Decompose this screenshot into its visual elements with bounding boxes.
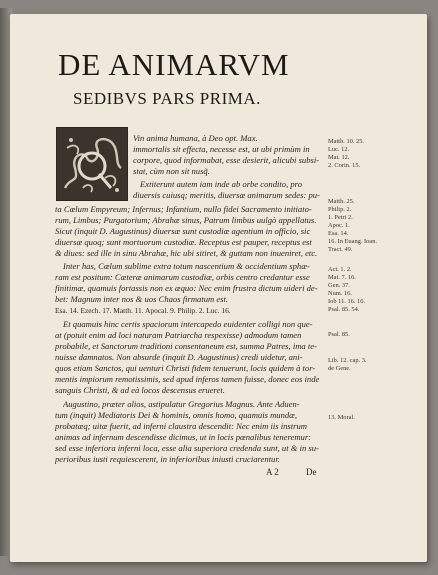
text-line: probabile, et Sanctorum traditioni consentaneum est, summa Patres, ima te- bbox=[55, 341, 317, 351]
margin-note: Psal. 85. bbox=[328, 331, 350, 338]
text-line: finitimæ, quamuis fortassis non ex æquo: Nec enim frustra dictum uideri de- bbox=[55, 283, 318, 293]
text-line: & diues: sed ille in sinu Abrahæ, hic ubi sitiret, & guttam non inueniret, etc. bbox=[55, 248, 318, 258]
text-line: diuersæ quoq; sunt mortuorum custodiæ. Receptus est pauper, receptus est bbox=[55, 237, 312, 247]
margin-note: 16. In Euang. Ioan. bbox=[328, 238, 377, 245]
margin-note: Luc. 12. bbox=[328, 146, 350, 153]
margin-note: 2. Corin. 15. bbox=[328, 162, 361, 169]
text-line: immortalis sit effecta, necesse est, ut ubi primùm in bbox=[133, 144, 310, 154]
text-line: quos etiam Sanctos, qui uenturi Christi fidem tenuerunt, locis quidem à tor- bbox=[55, 363, 316, 373]
margin-note: Act. 1. 2. bbox=[328, 266, 352, 273]
text-line: sanguis Christi, & ad eà locos descensus erueret. bbox=[55, 385, 225, 395]
text-line: Sicut (inquit D. Augustinus) diuersæ sunt custodiæ agentium in officio, sic bbox=[55, 226, 311, 236]
text-line: diuersis cuiusq; meritis, diuersæ animarum sedes: pu- bbox=[133, 190, 320, 200]
margin-note: Iob 11. 16. 16. bbox=[328, 298, 366, 305]
margin-note: Matth. 25. bbox=[328, 198, 355, 205]
text-line: Et quamuis hinc certis spaciorum intercapedo euidenter colligi non que- bbox=[63, 319, 313, 329]
text-line: sed esse inferiora inferni loca, esse alia superiora credenda sunt, ut & in su- bbox=[55, 443, 319, 453]
text-line: ram est positum: Cæteræ animarum custodiæ, orbis centro credantur esse bbox=[55, 272, 310, 282]
text-line: tum (inquit) Mediatoris Dei & hominis, omnis homo, quamuis mundæ, bbox=[55, 410, 298, 420]
text-line: perioribus iusti requiescerent, in inferioribus iniusti cruciarentur. bbox=[55, 454, 280, 464]
margin-note: Mat. 7. 16. bbox=[328, 274, 356, 281]
margin-note: 13. Moral. bbox=[328, 414, 355, 421]
text-line: mentis impiorum remotissimis, sed apud inferos tamen fuisse, donec eos inde bbox=[55, 374, 320, 384]
text-line: Extiterunt autem iam inde ab orbe condito, pro bbox=[140, 179, 302, 189]
text-line: corpore, quod informabat, esse desierit, alicubi subsi- bbox=[133, 155, 320, 165]
margin-note: Philip. 2. bbox=[328, 206, 352, 213]
text-line: bet: Magnum inter nos & uos Chaos firmatum est. bbox=[55, 294, 229, 304]
text-line: ta Cœlum Empyreum; Infernus; Infantium, nullo fidei Sacramento initiato- bbox=[55, 204, 312, 214]
margin-note: Matth. 10. 25. bbox=[328, 138, 365, 145]
page-subtitle: SEDIBVS PARS PRIMA. bbox=[73, 89, 261, 108]
page-title: DE ANIMARVM bbox=[58, 47, 290, 82]
margin-note: Apoc. 1. bbox=[328, 222, 350, 229]
text-line: Inter has, Cœlum sublime extra totum nascentium & occidentium sphæ- bbox=[63, 261, 310, 271]
text-line: nuisse damnatos. Non absurde (inquit D. Augustinus) credi uidetur, ani- bbox=[55, 352, 303, 362]
margin-note: Tract. 49. bbox=[328, 246, 353, 253]
text-line: Vin anima humana, à Deo opt. Max. bbox=[133, 133, 258, 143]
margin-note: Num. 16. bbox=[328, 290, 352, 297]
text-line: stat, cùm non sit nusq̃. bbox=[133, 166, 210, 176]
text-line: rum, Limbus; Purgatorium; Abrahæ sinus, Patrum limbus uulgò appellatus. bbox=[55, 215, 317, 225]
margin-note: Gen. 37. bbox=[328, 282, 350, 289]
signature-mark: A 2 bbox=[266, 467, 279, 477]
text-line: Esa. 14. Ezech. 17. Matth. 11. Apocal. 9. Philip. 2. Luc. 16. bbox=[55, 306, 231, 315]
catchword: De bbox=[306, 467, 317, 477]
text-line: animas ad infernum descendisse dicimus, ut in locis pœnalibus teneremur: bbox=[55, 432, 312, 442]
margin-note: Lib. 12. cap. 3. bbox=[328, 357, 367, 364]
margin-note: Mat. 12. bbox=[328, 154, 350, 161]
text-line: Augustino, præter alios, astipulatur Gregorius Magnus. Ante Aduen- bbox=[63, 399, 300, 409]
text-line: probatæq; uitæ fuerit, ad inferni claustra descendit: Nec enim iis instrum bbox=[55, 421, 307, 431]
margin-note: 1. Petri 2. bbox=[328, 214, 353, 221]
margin-note: Psal. 85. 54. bbox=[328, 306, 360, 313]
margin-note: Esa. 14. bbox=[328, 230, 349, 237]
margin-note: de Gene. bbox=[328, 365, 351, 372]
text-line: at (potuit enim ad loci naturam Patriarcha respexisse) admodum tamen bbox=[55, 330, 302, 340]
